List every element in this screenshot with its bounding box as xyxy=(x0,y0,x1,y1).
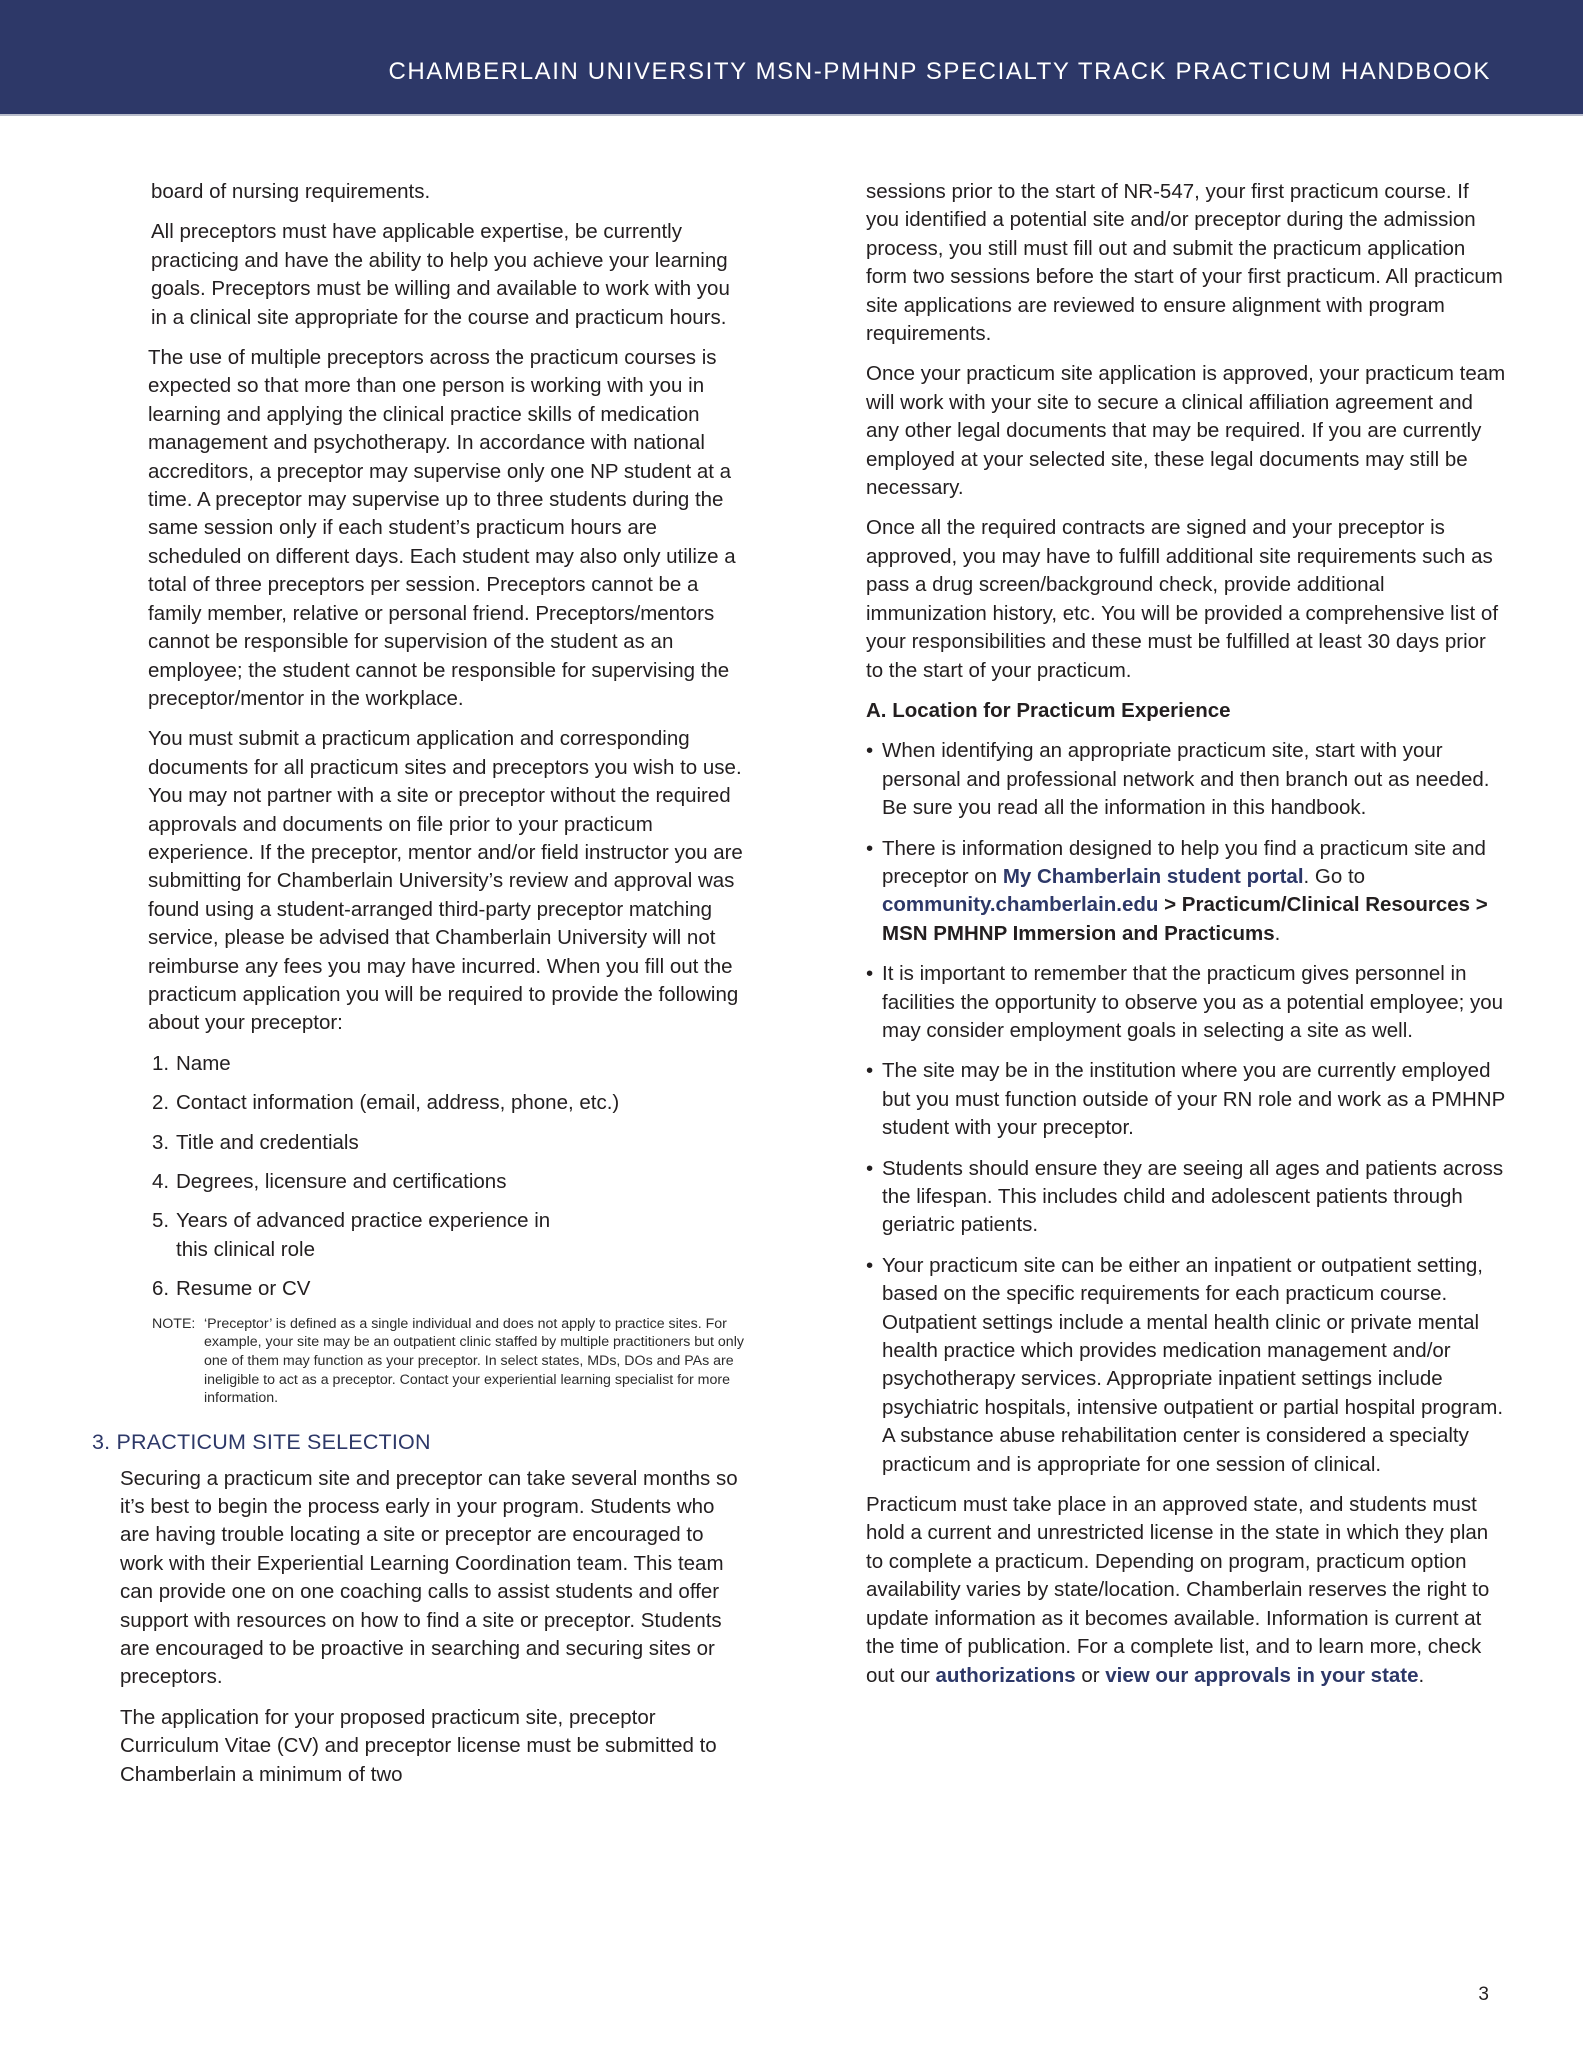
right-column xyxy=(866,178,1506,1702)
section-heading: 3. PRACTICUM SITE SELECTION xyxy=(92,1430,431,1455)
list-item: 3. Title and credentials xyxy=(152,1130,359,1154)
note-text: ‘Preceptor’ is defined as a single individual and does not apply to practice sites. For example, your site may be an outpatient clinic staffed by multiple practitioners but only one of them may function as your preceptor. In select states, MDs, DOs and PAs are ineligible to act as a preceptor. Contact your experiential learning specialist for more information. xyxy=(204,1315,744,1407)
list-item: • When identifying an appropriate practicum site, start with your personal and professional network and then branch out as needed. Be sure you read all the information in this handbook. xyxy=(866,737,1506,822)
section-body xyxy=(120,1465,748,1789)
bullet-icon: • xyxy=(866,1059,874,1083)
location-bullet-list xyxy=(866,737,1506,1479)
paragraph-application: You must submit a practicum application and corresponding documents for all practicum sites and preceptors you wish to use. You may not partner with a site or preceptor without the required approvals and documents on file prior to your practicum experience. If the preceptor, mentor and/or field instructor you are submitting for Chamberlain University’s review and approval was found using a student-arranged third-party preceptor matching service, please be advised that Chamberlain University will not reimburse any fees you may have incurred. When you fill out the practicum application you will be required to provide the following about your preceptor: xyxy=(148,727,743,1035)
paragraph-multiple-preceptors: The use of multiple preceptors across the practicum courses is expected so that more than one person is working with you in learning and applying the clinical practice skills of medication management and psychotherapy. In accordance with national accreditors, a preceptor may supervise only one NP student at a time. A preceptor may supervise up to three students during the same session only if each student’s practicum hours are scheduled on different days. Each student may also only utilize a total of three preceptors per session. Preceptors cannot be a family member, relative or personal friend. Preceptors/mentors cannot be responsible for supervision of the student as an employee; the student cannot be responsible for supervising the preceptor/mentor in the workplace. xyxy=(148,346,736,710)
state-approvals-link[interactable]: view our approvals in your state xyxy=(1105,1663,1419,1687)
paragraph: board of nursing requirements. xyxy=(151,180,431,203)
navigation-path: > Practicum/Clinical Resources > MSN PMHNP Immersion and Practicums xyxy=(882,893,1488,945)
list-item: • There is information designed to help you find a practicum site and preceptor on My Chamberlain student portal. Go to community.chamberlain.edu > Practicum/Clinical Resources > MSN PMHNP Immersion and Practicums. xyxy=(866,835,1506,949)
community-chamberlain-link[interactable]: community.chamberlain.edu xyxy=(882,893,1159,917)
paragraph-preceptor-expertise: All preceptors must have applicable expertise, be currently practicing and have the ability to help you achieve your learning goals. Preceptors must be willing and available to work with you in a clinical site appropriate for the course and practicum hours. xyxy=(151,220,730,329)
paragraph-securing-site: Securing a practicum site and preceptor can take several months so it’s best to begin the process early in your program. Students who are having trouble locating a site or preceptor are encouraged to work with their Experiential Learning Coordination team. This team can provide one on one coaching calls to assist students and offer support with resources on how to find a site or preceptor. Students are encouraged to be proactive in searching and securing sites or preceptors. xyxy=(120,1466,738,1689)
list-item: 4. Degrees, licensure and certifications xyxy=(152,1170,507,1193)
list-item: • Students should ensure they are seeing all ages and patients across the lifespan. This includes child and adolescent patients through geriatric patients. xyxy=(866,1155,1506,1240)
bullet-icon: • xyxy=(866,836,874,860)
left-column xyxy=(92,178,748,1801)
bullet-icon: • xyxy=(866,739,874,763)
paragraph-approved-state: Practicum must take place in an approved state, and students must hold a current and unrestricted license in the state in which they plan to complete a practicum. Depending on program, practicum option availability varies by state/location. Chamberlain reserves the right to update information as it becomes available. Information is current at the time of publication. For a complete list, and to learn more, check out our authorizations or view our approvals in your state. xyxy=(866,1493,1490,1687)
list-item: 5. Years of advanced practice experience in this clinical role xyxy=(152,1209,551,1261)
handbook-title: CHAMBERLAIN UNIVERSITY MSN-PMHNP SPECIALTY TRACK PRACTICUM HANDBOOK xyxy=(388,58,1491,85)
preceptor-note xyxy=(152,1315,748,1409)
subheading-location: A. Location for Practicum Experience xyxy=(866,698,1231,722)
paragraph-approval: Once your practicum site application is approved, your practicum team will work with your site to secure a clinical affiliation agreement and any other legal documents that may be required. If you are currently employed at your selected site, these legal documents may still be necessary. xyxy=(866,362,1506,500)
list-item: 1. Name xyxy=(152,1051,231,1075)
list-item: 2. Contact information (email, address, phone, etc.) xyxy=(152,1091,620,1115)
page-number: 3 xyxy=(1478,1984,1489,2005)
note-label: NOTE: xyxy=(152,1315,196,1332)
bullet-icon: • xyxy=(866,1156,874,1180)
authorizations-link[interactable]: authorizations xyxy=(935,1663,1076,1687)
bullet-icon: • xyxy=(866,1253,874,1277)
paragraph-sessions-prior: sessions prior to the start of NR-547, your first practicum course. If you identified a potential site and/or preceptor during the admission process, you still must fill out and submit the practicum application form two sessions before the start of your first practicum. All practicum site applications are reviewed to ensure alignment with program requirements. xyxy=(866,180,1503,346)
my-chamberlain-portal-link[interactable]: My Chamberlain student portal xyxy=(1002,864,1304,888)
paragraph-application-timing: The application for your proposed practicum site, preceptor Curriculum Vitae (CV) and preceptor license must be submitted to Chamberlain a minimum of two xyxy=(120,1705,717,1786)
list-item: • It is important to remember that the practicum gives personnel in facilities the opportunity to observe you as a potential employee; you may consider employment goals in selecting a site as well. xyxy=(866,960,1506,1045)
list-item: • The site may be in the institution where you are currently employed but you must function outside of your RN role and work as a PMHNP student with your preceptor. xyxy=(866,1057,1506,1142)
preceptor-info-list xyxy=(148,1050,748,1304)
list-item: 6. Resume or CV xyxy=(152,1277,311,1301)
bullet-icon: • xyxy=(866,962,874,986)
list-item: • Your practicum site can be either an inpatient or outpatient setting, based on the specific requirements for each practicum course. Outpatient settings include a mental health clinic or private mental health practice which provides medication management and/or psychotherapy services. Appropriate inpatient settings include psychiatric hospitals, intensive outpatient or partial hospital program. A substance abuse rehabilitation center is considered a specialty practicum and is appropriate for one session of clinical. xyxy=(866,1252,1506,1479)
page-header xyxy=(0,0,1583,116)
paragraph-contracts: Once all the required contracts are signed and your preceptor is approved, you may have to fulfill additional site requirements such as pass a drug screen/background check, provide additional immunization history, etc. You will be provided a comprehensive list of your responsibilities and these must be fulfilled at least 30 days prior to the start of your practicum. xyxy=(866,516,1499,682)
